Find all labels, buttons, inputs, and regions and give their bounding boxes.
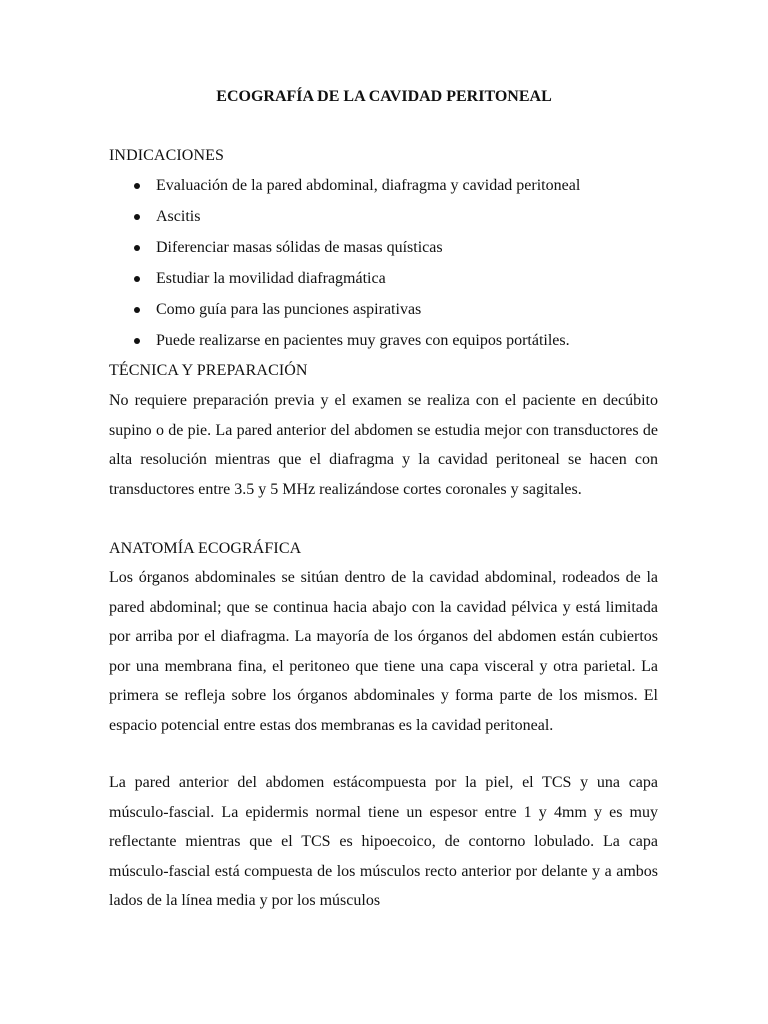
bullet-icon (134, 214, 140, 220)
paragraph-anatomia-2: La pared anterior del abdomen estácompuesta por la piel, el TCS y una capa músculo-fascial. La epidermis normal tiene un espesor entre 1 y 4mm y es muy reflectante mientras que el TCS es hipoecoico, de contorno lobulado. La capa músculo-fascial está compuesta de los músculos recto anterior por delante y a ambos lados de la línea media y por los músculos (109, 774, 658, 909)
list-item (109, 205, 669, 236)
section-heading-anatomia: ANATOMÍA ECOGRÁFICA (109, 540, 302, 557)
bullet-icon (134, 245, 140, 251)
list-item-text: Diferenciar masas sólidas de masas quísticas (156, 239, 443, 256)
list-item (109, 267, 669, 298)
bullet-icon (134, 338, 140, 344)
bullet-icon (134, 183, 140, 189)
section-heading-tecnica: TÉCNICA Y PREPARACIÓN (109, 362, 308, 379)
indicaciones-list (109, 174, 669, 360)
list-item-text: Evaluación de la pared abdominal, diafragma y cavidad peritoneal (156, 177, 581, 194)
list-item-text: Ascitis (156, 208, 201, 225)
document-title: ECOGRAFÍA DE LA CAVIDAD PERITONEAL (216, 88, 552, 105)
list-item (109, 174, 669, 205)
list-item-text: Como guía para las punciones aspirativas (156, 301, 422, 318)
list-item (109, 236, 669, 267)
section-heading-indicaciones: INDICACIONES (109, 147, 224, 164)
list-item-text: Puede realizarse en pacientes muy graves con equipos portátiles. (156, 332, 570, 349)
list-item-text: Estudiar la movilidad diafragmática (156, 270, 386, 287)
bullet-icon (134, 307, 140, 313)
paragraph-tecnica: No requiere preparación previa y el examen se realiza con el paciente en decúbito supino o de pie. La pared anterior del abdomen se estudia mejor con transductores de alta resolución mientras que el diafragma y la cavidad peritoneal se hacen con transductores entre 3.5 y 5 MHz realizándose cortes coronales y sagitales. (109, 392, 658, 498)
paragraph-anatomia-1: Los órganos abdominales se sitúan dentro de la cavidad abdominal, rodeados de la pared abdominal; que se continua hacia abajo con la cavidad pélvica y está limitada por arriba por el diafragma. La mayoría de los órganos del abdomen están cubiertos por una membrana fina, el peritoneo que tiene una capa visceral y otra parietal. La primera se refleja sobre los órganos abdominales y forma parte de los mismos. El espacio potencial entre estas dos membranas es la cavidad peritoneal. (109, 569, 658, 734)
list-item (109, 298, 669, 329)
bullet-icon (134, 276, 140, 282)
list-item (109, 329, 669, 360)
